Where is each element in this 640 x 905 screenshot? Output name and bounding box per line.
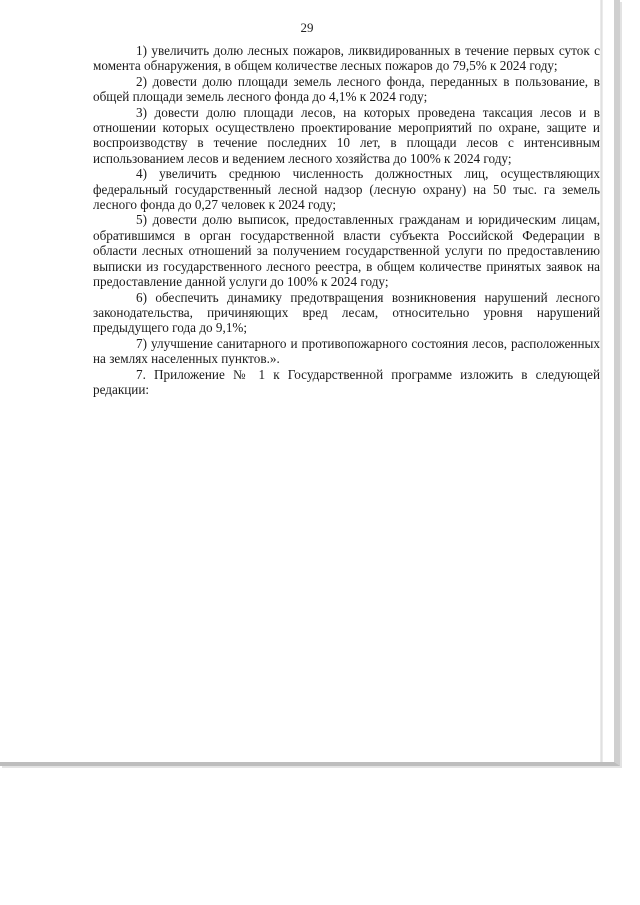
page-number: 29 — [300, 20, 314, 35]
document-body — [93, 43, 600, 397]
list-item-1: 1) увеличить долю лесных пожаров, ликвидированных в течение первых суток с момента обнаружения, в общем количестве лесных пожаров до 79,5% к 2024 году; — [93, 43, 600, 74]
list-item-5: 5) довести долю выписок, предоставленных гражданам и юридическим лицам, обратившимся в орган государственной власти субъекта Российской Федерации в области лесных отношений за получением государственной услуги по предоставлению выписки из государственного лесного реестра, в общем количестве принятых заявок на предоставление данной услуги до 100% к 2024 году; — [93, 212, 600, 290]
list-item-4: 4) увеличить среднюю численность должностных лиц, осуществляющих федеральный государственный лесной надзор (лесную охрану) на 50 тыс. га земель лесного фонда до 0,27 человек к 2024 году; — [93, 166, 600, 213]
section-7-paragraph: 7. Приложение № 1 к Государственной программе изложить в следующей редакции: — [93, 366, 600, 397]
list-item-7: 7) улучшение санитарного и противопожарного состояния лесов, расположенных на землях населенных пунктов.». — [93, 335, 600, 367]
list-item-6: 6) обеспечить динамику предотвращения возникновения нарушений лесного законодательства, причиняющих вред лесам, относительно уровня нарушений предыдущего года до 9,1%; — [93, 289, 600, 336]
page-edge-shadow — [600, 0, 603, 762]
list-item-3: 3) довести долю площади лесов, на которых проведена таксация лесов и в отношении которых осуществлено проектирование мероприятий по охране, защите и воспроизводству в течение последних 10 лет, в площади лесов с интенсивным использованием лесов и ведением лесного хозяйства до 100% к 2024 году; — [93, 104, 600, 166]
list-item-2: 2) довести долю площади земель лесного фонда, переданных в пользование, в общей площади земель лесного фонда до 4,1% к 2024 году; — [93, 73, 600, 105]
